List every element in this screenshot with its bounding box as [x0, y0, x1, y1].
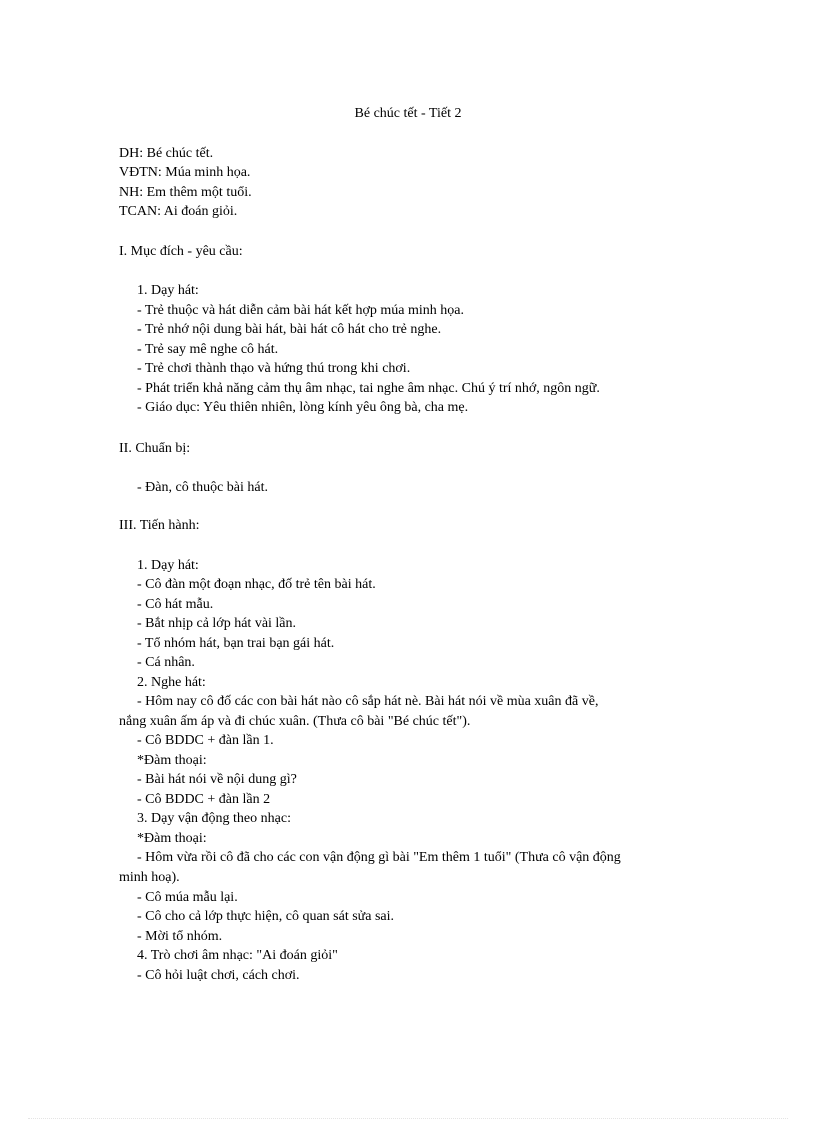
list-item: - Hôm nay cô đố các con bài hát nào cô sắp hát nè. Bài hát nói về mùa xuân đã về,: [137, 694, 599, 709]
list-item: - Trẻ thuộc và hát diễn cảm bài hát kết hợp múa minh họa.: [137, 303, 464, 318]
section-heading: I. Mục đích - yêu cầu:: [119, 244, 243, 259]
section-heading: II. Chuẩn bị:: [119, 441, 191, 456]
list-item: - Cá nhân.: [137, 655, 195, 670]
list-item: - Bắt nhịp cả lớp hát vài lần.: [137, 616, 297, 631]
list-item-continuation: minh hoạ).: [119, 870, 180, 885]
list-item: - Cô múa mẫu lại.: [137, 890, 238, 905]
list-item: - Hôm vừa rồi cô đã cho các con vận động gì bài "Em thêm 1 tuổi" (Thưa cô vận động: [137, 850, 621, 865]
list-item: - Cô BDDC + đàn lần 1.: [137, 733, 274, 748]
list-item: - Phát triển khả năng cảm thụ âm nhạc, tai nghe âm nhạc. Chú ý trí nhớ, ngôn ngữ.: [137, 381, 600, 396]
list-item: - Cô hỏi luật chơi, cách chơi.: [137, 968, 300, 983]
section-heading: III. Tiến hành:: [119, 518, 200, 533]
info-line: DH: Bé chúc tết.: [119, 146, 214, 161]
sub-heading: *Đàm thoại:: [137, 753, 207, 768]
list-item-continuation: nắng xuân ấm áp và đi chúc xuân. (Thưa cô bài "Bé chúc tết").: [119, 714, 471, 729]
sub-heading: *Đàm thoại:: [137, 831, 207, 846]
list-item: - Cô đàn một đoạn nhạc, đố trẻ tên bài hát.: [137, 577, 376, 592]
list-item: - Trẻ say mê nghe cô hát.: [137, 342, 279, 357]
info-line: TCAN: Ai đoán giỏi.: [119, 204, 238, 219]
sub-heading: 2. Nghe hát:: [137, 675, 206, 690]
info-line: NH: Em thêm một tuổi.: [119, 185, 252, 200]
sub-heading: 1. Dạy hát:: [137, 558, 199, 573]
list-item: - Đàn, cô thuộc bài hát.: [137, 480, 269, 495]
sub-heading: 3. Dạy vận động theo nhạc:: [137, 811, 291, 826]
list-item: - Cô BDDC + đàn lần 2: [137, 792, 271, 807]
sub-heading: 1. Dạy hát:: [137, 283, 199, 298]
info-line: VĐTN: Múa minh họa.: [119, 165, 251, 180]
sub-heading: 4. Trò chơi âm nhạc: "Ai đoán giỏi": [137, 948, 338, 963]
list-item: - Trẻ chơi thành thạo và hứng thú trong khi chơi.: [137, 361, 411, 376]
list-item: - Trẻ nhớ nội dung bài hát, bài hát cô hát cho trẻ nghe.: [137, 322, 442, 337]
list-item: - Cô cho cả lớp thực hiện, cô quan sát sửa sai.: [137, 909, 395, 924]
page-bottom-rule: [28, 1118, 788, 1119]
list-item: - Cô hát mẫu.: [137, 597, 214, 612]
list-item: - Mời tổ nhóm.: [137, 929, 223, 944]
list-item: - Giáo dục: Yêu thiên nhiên, lòng kính yêu ông bà, cha mẹ.: [137, 400, 469, 415]
list-item: - Tổ nhóm hát, bạn trai bạn gái hát.: [137, 636, 335, 651]
document-title: Bé chúc tết - Tiết 2: [354, 106, 462, 121]
list-item: - Bài hát nói về nội dung gì?: [137, 772, 297, 787]
